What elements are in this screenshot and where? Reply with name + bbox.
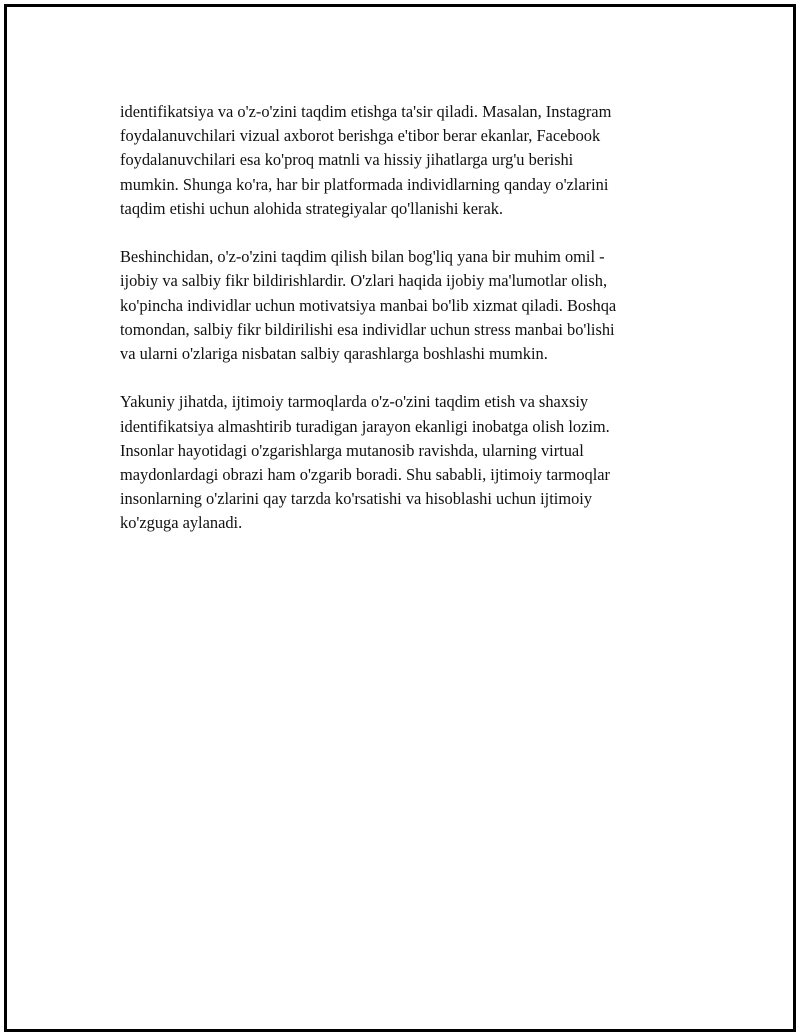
paragraph-yakuniy: Yakuniy jihatda, ijtimoiy tarmoqlarda o'z-o'zini taqdim etish va shaxsiy identifikatsiya almashtirib turadigan jarayon ekanligi inobatga olish lozim. Insonlar hayotidagi o'zgarishlarga mutanosib ravishda, ularning virtual maydonlardagi obrazi ham o'zgarib boradi. Shu sababli, ijtimoiy tarmoqlar insonlarning o'zlarini qay tarzda ko'rsatishi va hisoblashi uchun ijtimoiy ko'zguga aylanadi.: [120, 392, 610, 533]
paragraph-identifikatsiya: identifikatsiya va o'z-o'zini taqdim etishga ta'sir qiladi. Masalan, Instagram foydalanuvchilari vizual axborot berishga e'tibor berar ekanlar, Facebook foydalanuvchilari esa ko'proq matnli va hissiy jihatlarga urg'u berishi mumkin. Shunga ko'ra, har bir platformada individlarning qanday o'zlarini taqdim etishi uchun alohida strategiyalar qo'llanishi kerak.: [120, 102, 612, 218]
paragraph-beshinchidan: Beshinchidan, o'z-o'zini taqdim qilish bilan bog'liq yana bir muhim omil - ijobiy va salbiy fikr bildirishlardir. O'zlari haqida ijobiy ma'lumotlar olish, ko'pincha individlar uchun motivatsiya manbai bo'lib xizmat qiladi. Boshqa tomondan, salbiy fikr bildirilishi esa individlar uchun stress manbai bo'lishi va ularni o'zlariga nisbatan salbiy qarashlarga boshlashi mumkin.: [120, 247, 617, 364]
page-content: [120, 100, 690, 560]
page-frame: [4, 4, 796, 1032]
